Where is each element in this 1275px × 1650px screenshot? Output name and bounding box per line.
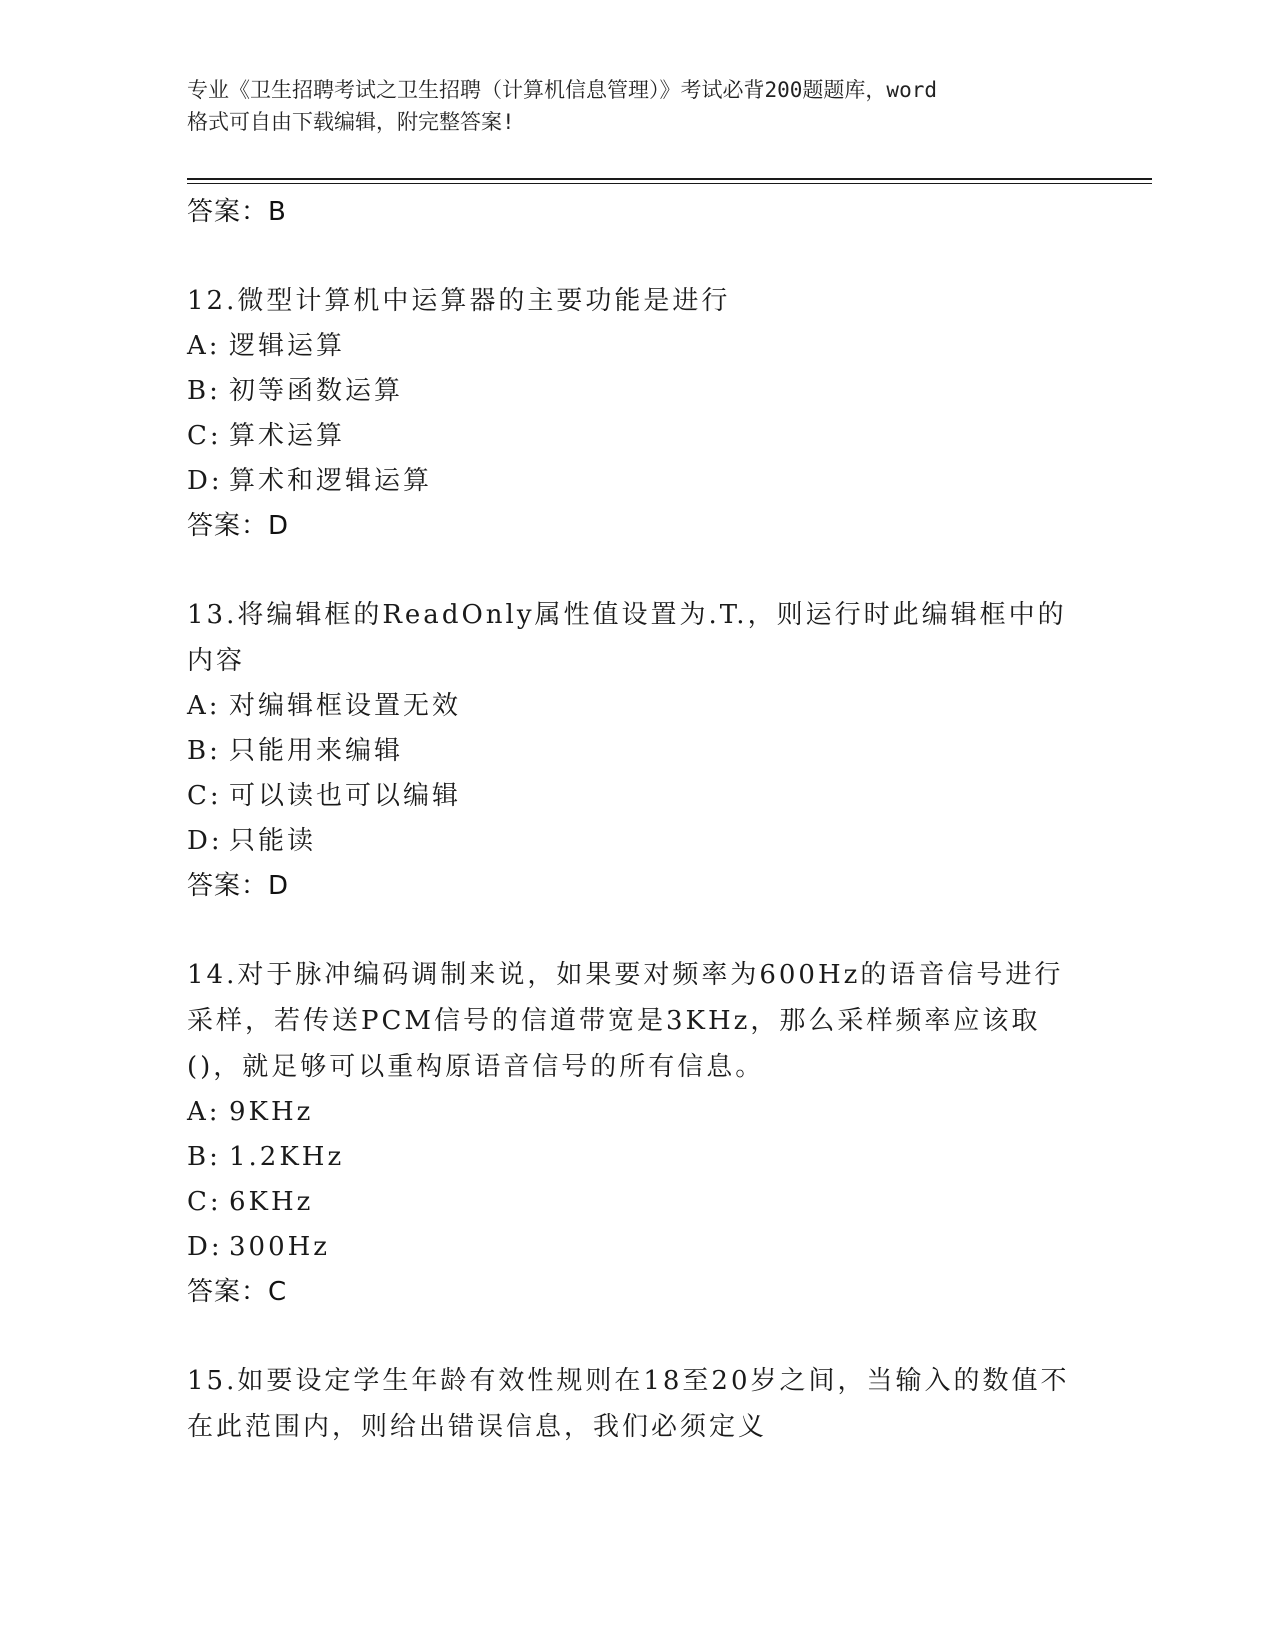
option-letter: D: [187,1232,223,1262]
header-divider-thin [187,183,1152,184]
option-text: 6KHz [229,1187,314,1217]
option-c [187,774,1087,819]
answer: 答案：D [187,871,290,901]
option-text: 可以读也可以编辑 [229,781,462,811]
option-text: 只能用来编辑 [229,736,404,766]
option-letter: D: [187,466,223,496]
question-12 [187,278,1087,548]
document-header [187,74,1087,138]
option-letter: B: [187,736,221,766]
question-text: 14.对于脉冲编码调制来说，如果要对频率为600Hz的语音信号进行采样，若传送PCM信号的信道带宽是3KHz，那么采样频率应该取()，就足够可以重构原语音信号的所有信息。 [187,960,1064,1082]
option-text: 逻辑运算 [229,331,346,361]
question-list [187,190,1087,1450]
question-15 [187,1358,1087,1450]
option-letter: A: [187,1097,221,1127]
option-letter: A: [187,331,221,361]
option-a [187,324,1087,369]
option-letter: C: [187,421,222,451]
option-letter: D: [187,826,223,856]
option-a [187,1090,1087,1135]
option-text: 300Hz [229,1232,330,1262]
option-c [187,414,1087,459]
question-text: 15.如要设定学生年龄有效性规则在18至20岁之间，当输入的数值不在此范围内，则给出错误信息，我们必须定义 [187,1366,1070,1442]
option-d [187,819,1087,864]
header-line-2: 格式可自由下载编辑，附完整答案! [187,110,515,134]
question-13 [187,592,1087,908]
option-b [187,369,1087,414]
option-text: 算术运算 [229,421,346,451]
option-text: 初等函数运算 [229,376,404,406]
answer: 答案：C [187,1277,288,1307]
question-text: 12.微型计算机中运算器的主要功能是进行 [187,286,731,316]
option-text: 算术和逻辑运算 [229,466,433,496]
option-b [187,729,1087,774]
option-text: 对编辑框设置无效 [229,691,462,721]
question-14 [187,952,1087,1314]
option-c [187,1180,1087,1225]
question-text: 13.将编辑框的ReadOnly属性值设置为.T.，则运行时此编辑框中的内容 [187,600,1067,676]
option-letter: C: [187,781,222,811]
header-divider [187,178,1152,180]
option-letter: A: [187,691,221,721]
option-d [187,1225,1087,1270]
option-letter: B: [187,1142,221,1172]
option-letter: B: [187,376,221,406]
previous-answer: 答案：B [187,197,287,227]
option-d [187,459,1087,504]
option-text: 1.2KHz [229,1142,345,1172]
header-line-1: 专业《卫生招聘考试之卫生招聘（计算机信息管理）》考试必背200题题库，word [187,78,937,102]
option-text: 9KHz [229,1097,314,1127]
answer: 答案：D [187,511,290,541]
option-letter: C: [187,1187,222,1217]
option-a [187,684,1087,729]
option-text: 只能读 [229,826,317,856]
option-b [187,1135,1087,1180]
